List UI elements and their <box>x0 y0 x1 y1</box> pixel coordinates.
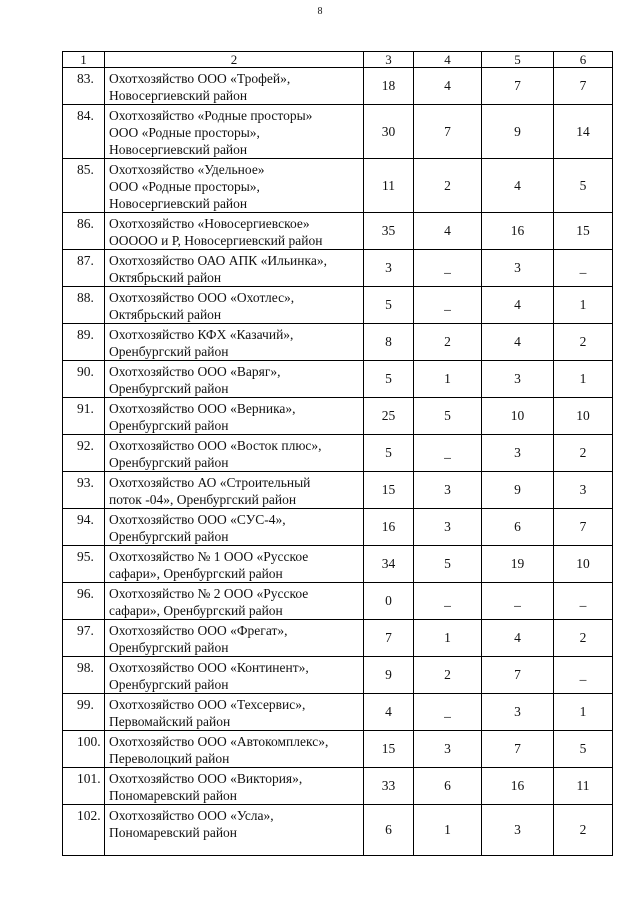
farm-name-line: ОOOOО и Р, Новосергиевский район <box>109 233 323 248</box>
row-number-cell: 89. <box>63 324 105 361</box>
table-row <box>63 731 613 768</box>
col6-value-cell: 2 <box>554 620 613 657</box>
row-number-cell: 101. <box>63 768 105 805</box>
col5-value-cell: 7 <box>482 731 554 768</box>
col6-value-cell: 11 <box>554 768 613 805</box>
col6-value-cell: 10 <box>554 398 613 435</box>
col5-value-cell: 7 <box>482 68 554 105</box>
row-number-cell: 84. <box>63 105 105 159</box>
col6-value-cell: 1 <box>554 694 613 731</box>
col5-value-cell: 16 <box>482 213 554 250</box>
col6-value-cell: 1 <box>554 361 613 398</box>
col3-value-cell: 5 <box>364 287 414 324</box>
col4-value-cell: 3 <box>414 731 482 768</box>
farm-name-cell <box>105 287 364 324</box>
farm-name-cell <box>105 620 364 657</box>
col3-value-cell: 16 <box>364 509 414 546</box>
table-row <box>63 324 613 361</box>
farm-name-cell <box>105 105 364 159</box>
row-number-cell: 83. <box>63 68 105 105</box>
col3-value-cell: 30 <box>364 105 414 159</box>
farm-name-line: Охотхозяйство ООО «СУС-4», <box>109 512 286 527</box>
table-row <box>63 68 613 105</box>
row-number-cell: 87. <box>63 250 105 287</box>
col4-value-cell: 5 <box>414 546 482 583</box>
col3-value-cell: 15 <box>364 731 414 768</box>
row-number-cell: 98. <box>63 657 105 694</box>
col3-value-cell: 8 <box>364 324 414 361</box>
farm-name-cell <box>105 398 364 435</box>
col4-value-cell: 2 <box>414 657 482 694</box>
col3-value-cell: 4 <box>364 694 414 731</box>
col6-value-cell: 3 <box>554 472 613 509</box>
col5-value-cell: 19 <box>482 546 554 583</box>
farm-name-line: Пономаревский район <box>109 825 238 840</box>
farm-name-line: Оренбургский район <box>109 455 229 470</box>
col4-value-cell: 5 <box>414 398 482 435</box>
farm-name-line: Оренбургский район <box>109 418 229 433</box>
col5-value-cell: 4 <box>482 324 554 361</box>
col4-value-cell: 3 <box>414 472 482 509</box>
col6-value-cell: 5 <box>554 731 613 768</box>
row-number-cell: 90. <box>63 361 105 398</box>
col6-value-cell: 10 <box>554 546 613 583</box>
farm-name-line: Охотхозяйство ОАО АПК «Ильинка», <box>109 253 327 268</box>
table-row <box>63 361 613 398</box>
row-number-cell: 94. <box>63 509 105 546</box>
col6-value-cell: 2 <box>554 324 613 361</box>
table-row <box>63 805 613 856</box>
col5-value-cell: 9 <box>482 105 554 159</box>
farm-name-cell <box>105 159 364 213</box>
farm-name-line: Новосергиевский район <box>109 196 248 211</box>
col5-value-cell: 6 <box>482 509 554 546</box>
col5-value-cell: 10 <box>482 398 554 435</box>
table-row <box>63 768 613 805</box>
col6-value-cell: _ <box>554 657 613 694</box>
page-number: 8 <box>317 6 323 17</box>
col6-value-cell: 7 <box>554 68 613 105</box>
farm-name-line: ООО «Родные просторы», <box>109 179 260 194</box>
farm-name-line: Охотхозяйство ООО «Фрегат», <box>109 623 288 638</box>
row-number-cell: 95. <box>63 546 105 583</box>
farm-name-line: Охотхозяйство «Удельное» <box>109 162 265 177</box>
farm-name-line: Охотхозяйство ООО «Континент», <box>109 660 309 675</box>
farm-name-line: Охотхозяйство ООО «Восток плюс», <box>109 438 322 453</box>
farm-name-line: Охотхозяйство ООО «Техсервис», <box>109 697 306 712</box>
col3-value-cell: 9 <box>364 657 414 694</box>
farm-name-line: поток -04», Оренбургский район <box>109 492 297 507</box>
col5-value-cell: 16 <box>482 768 554 805</box>
table-row <box>63 159 613 213</box>
farm-name-cell <box>105 435 364 472</box>
farm-name-line: сафари», Оренбургский район <box>109 566 283 581</box>
farm-name-cell <box>105 361 364 398</box>
col3-value-cell: 15 <box>364 472 414 509</box>
col4-value-cell: _ <box>414 250 482 287</box>
col5-value-cell: 4 <box>482 287 554 324</box>
column-header: 5 <box>482 52 554 68</box>
farm-name-cell <box>105 324 364 361</box>
col5-value-cell: 3 <box>482 694 554 731</box>
farm-name-line: ООО «Родные просторы», <box>109 125 260 140</box>
row-number-cell: 92. <box>63 435 105 472</box>
col6-value-cell: 2 <box>554 435 613 472</box>
farm-name-cell <box>105 583 364 620</box>
col5-value-cell: 3 <box>482 805 554 856</box>
farm-name-line: Оренбургский район <box>109 677 229 692</box>
col3-value-cell: 0 <box>364 583 414 620</box>
table-row <box>63 472 613 509</box>
col4-value-cell: 3 <box>414 509 482 546</box>
row-number-cell: 100. <box>63 731 105 768</box>
row-number-cell: 88. <box>63 287 105 324</box>
col3-value-cell: 5 <box>364 361 414 398</box>
col6-value-cell: 15 <box>554 213 613 250</box>
table-row <box>63 546 613 583</box>
col4-value-cell: _ <box>414 435 482 472</box>
table-row <box>63 694 613 731</box>
col5-value-cell: 4 <box>482 159 554 213</box>
row-number-cell: 96. <box>63 583 105 620</box>
table-row <box>63 583 613 620</box>
col6-value-cell: _ <box>554 583 613 620</box>
col3-value-cell: 25 <box>364 398 414 435</box>
farm-name-cell <box>105 546 364 583</box>
col6-value-cell: 1 <box>554 287 613 324</box>
table-row <box>63 105 613 159</box>
farm-name-line: Новосергиевский район <box>109 142 248 157</box>
farm-name-cell <box>105 768 364 805</box>
table-row <box>63 620 613 657</box>
farm-name-cell <box>105 213 364 250</box>
farm-name-cell <box>105 805 364 856</box>
farm-name-line: Охотхозяйство № 2 ООО «Русское <box>109 586 309 601</box>
farm-name-line: Октябрьский район <box>109 307 222 322</box>
farm-name-line: Охотхозяйство «Родные просторы» <box>109 108 313 123</box>
col4-value-cell: _ <box>414 583 482 620</box>
farm-name-line: Первомайский район <box>109 714 231 729</box>
col3-value-cell: 5 <box>364 435 414 472</box>
farm-name-line: Новосергиевский район <box>109 88 248 103</box>
table-row <box>63 435 613 472</box>
farm-name-line: Оренбургский район <box>109 381 229 396</box>
col6-value-cell: 2 <box>554 805 613 856</box>
col3-value-cell: 33 <box>364 768 414 805</box>
farm-name-cell <box>105 731 364 768</box>
farm-name-line: Охотхозяйство ООО «Верника», <box>109 401 296 416</box>
col6-value-cell: _ <box>554 250 613 287</box>
column-header: 2 <box>105 52 364 68</box>
column-header: 3 <box>364 52 414 68</box>
table-header-row <box>63 52 613 68</box>
col4-value-cell: 7 <box>414 105 482 159</box>
farm-name-line: Охотхозяйство ООО «Виктория», <box>109 771 303 786</box>
farm-name-line: Охотхозяйство КФХ «Казачий», <box>109 327 294 342</box>
table-row <box>63 398 613 435</box>
col3-value-cell: 18 <box>364 68 414 105</box>
col4-value-cell: 1 <box>414 620 482 657</box>
column-header: 4 <box>414 52 482 68</box>
col4-value-cell: _ <box>414 694 482 731</box>
col4-value-cell: 4 <box>414 213 482 250</box>
farm-name-cell <box>105 250 364 287</box>
col5-value-cell: 3 <box>482 250 554 287</box>
col4-value-cell: 6 <box>414 768 482 805</box>
farm-name-line: сафари», Оренбургский район <box>109 603 283 618</box>
farm-name-line: Охотхозяйство АО «Строительный <box>109 475 311 490</box>
col4-value-cell: 2 <box>414 159 482 213</box>
col5-value-cell: 3 <box>482 435 554 472</box>
col4-value-cell: 4 <box>414 68 482 105</box>
farm-name-cell <box>105 657 364 694</box>
farm-name-line: Оренбургский район <box>109 640 229 655</box>
col3-value-cell: 6 <box>364 805 414 856</box>
farm-name-line: Переволоцкий район <box>109 751 230 766</box>
farm-name-line: Пономаревский район <box>109 788 238 803</box>
farm-name-line: Охотхозяйство ООО «Автокомплекс», <box>109 734 329 749</box>
col5-value-cell: 3 <box>482 361 554 398</box>
table-row <box>63 213 613 250</box>
table-row <box>63 250 613 287</box>
farm-name-cell <box>105 68 364 105</box>
table-row <box>63 287 613 324</box>
col3-value-cell: 7 <box>364 620 414 657</box>
col5-value-cell: _ <box>482 583 554 620</box>
col3-value-cell: 34 <box>364 546 414 583</box>
row-number-cell: 91. <box>63 398 105 435</box>
table-row <box>63 509 613 546</box>
farm-name-line: Охотхозяйство «Новосергиевское» <box>109 216 310 231</box>
farm-name-line: Охотхозяйство ООО «Охотлес», <box>109 290 295 305</box>
col4-value-cell: 1 <box>414 361 482 398</box>
col3-value-cell: 3 <box>364 250 414 287</box>
farm-name-line: Охотхозяйство ООО «Трофей», <box>109 71 291 86</box>
col4-value-cell: 1 <box>414 805 482 856</box>
col5-value-cell: 4 <box>482 620 554 657</box>
farm-name-cell <box>105 509 364 546</box>
col6-value-cell: 14 <box>554 105 613 159</box>
row-number-cell: 97. <box>63 620 105 657</box>
col3-value-cell: 35 <box>364 213 414 250</box>
farm-name-line: Охотхозяйство ООО «Усла», <box>109 808 274 823</box>
column-header: 6 <box>554 52 613 68</box>
col3-value-cell: 11 <box>364 159 414 213</box>
table-row <box>63 657 613 694</box>
col4-value-cell: _ <box>414 287 482 324</box>
farm-name-line: Охотхозяйство № 1 ООО «Русское <box>109 549 309 564</box>
col6-value-cell: 5 <box>554 159 613 213</box>
row-number-cell: 102. <box>63 805 105 856</box>
col5-value-cell: 9 <box>482 472 554 509</box>
row-number-cell: 93. <box>63 472 105 509</box>
col4-value-cell: 2 <box>414 324 482 361</box>
farm-name-cell <box>105 694 364 731</box>
farm-name-line: Оренбургский район <box>109 529 229 544</box>
row-number-cell: 99. <box>63 694 105 731</box>
row-number-cell: 85. <box>63 159 105 213</box>
farm-name-line: Оренбургский район <box>109 344 229 359</box>
col6-value-cell: 7 <box>554 509 613 546</box>
column-header: 1 <box>63 52 105 68</box>
farm-name-line: Октябрьский район <box>109 270 222 285</box>
farm-name-line: Охотхозяйство ООО «Варяг», <box>109 364 281 379</box>
row-number-cell: 86. <box>63 213 105 250</box>
hunting-farms-table <box>62 51 613 856</box>
col5-value-cell: 7 <box>482 657 554 694</box>
farm-name-cell <box>105 472 364 509</box>
